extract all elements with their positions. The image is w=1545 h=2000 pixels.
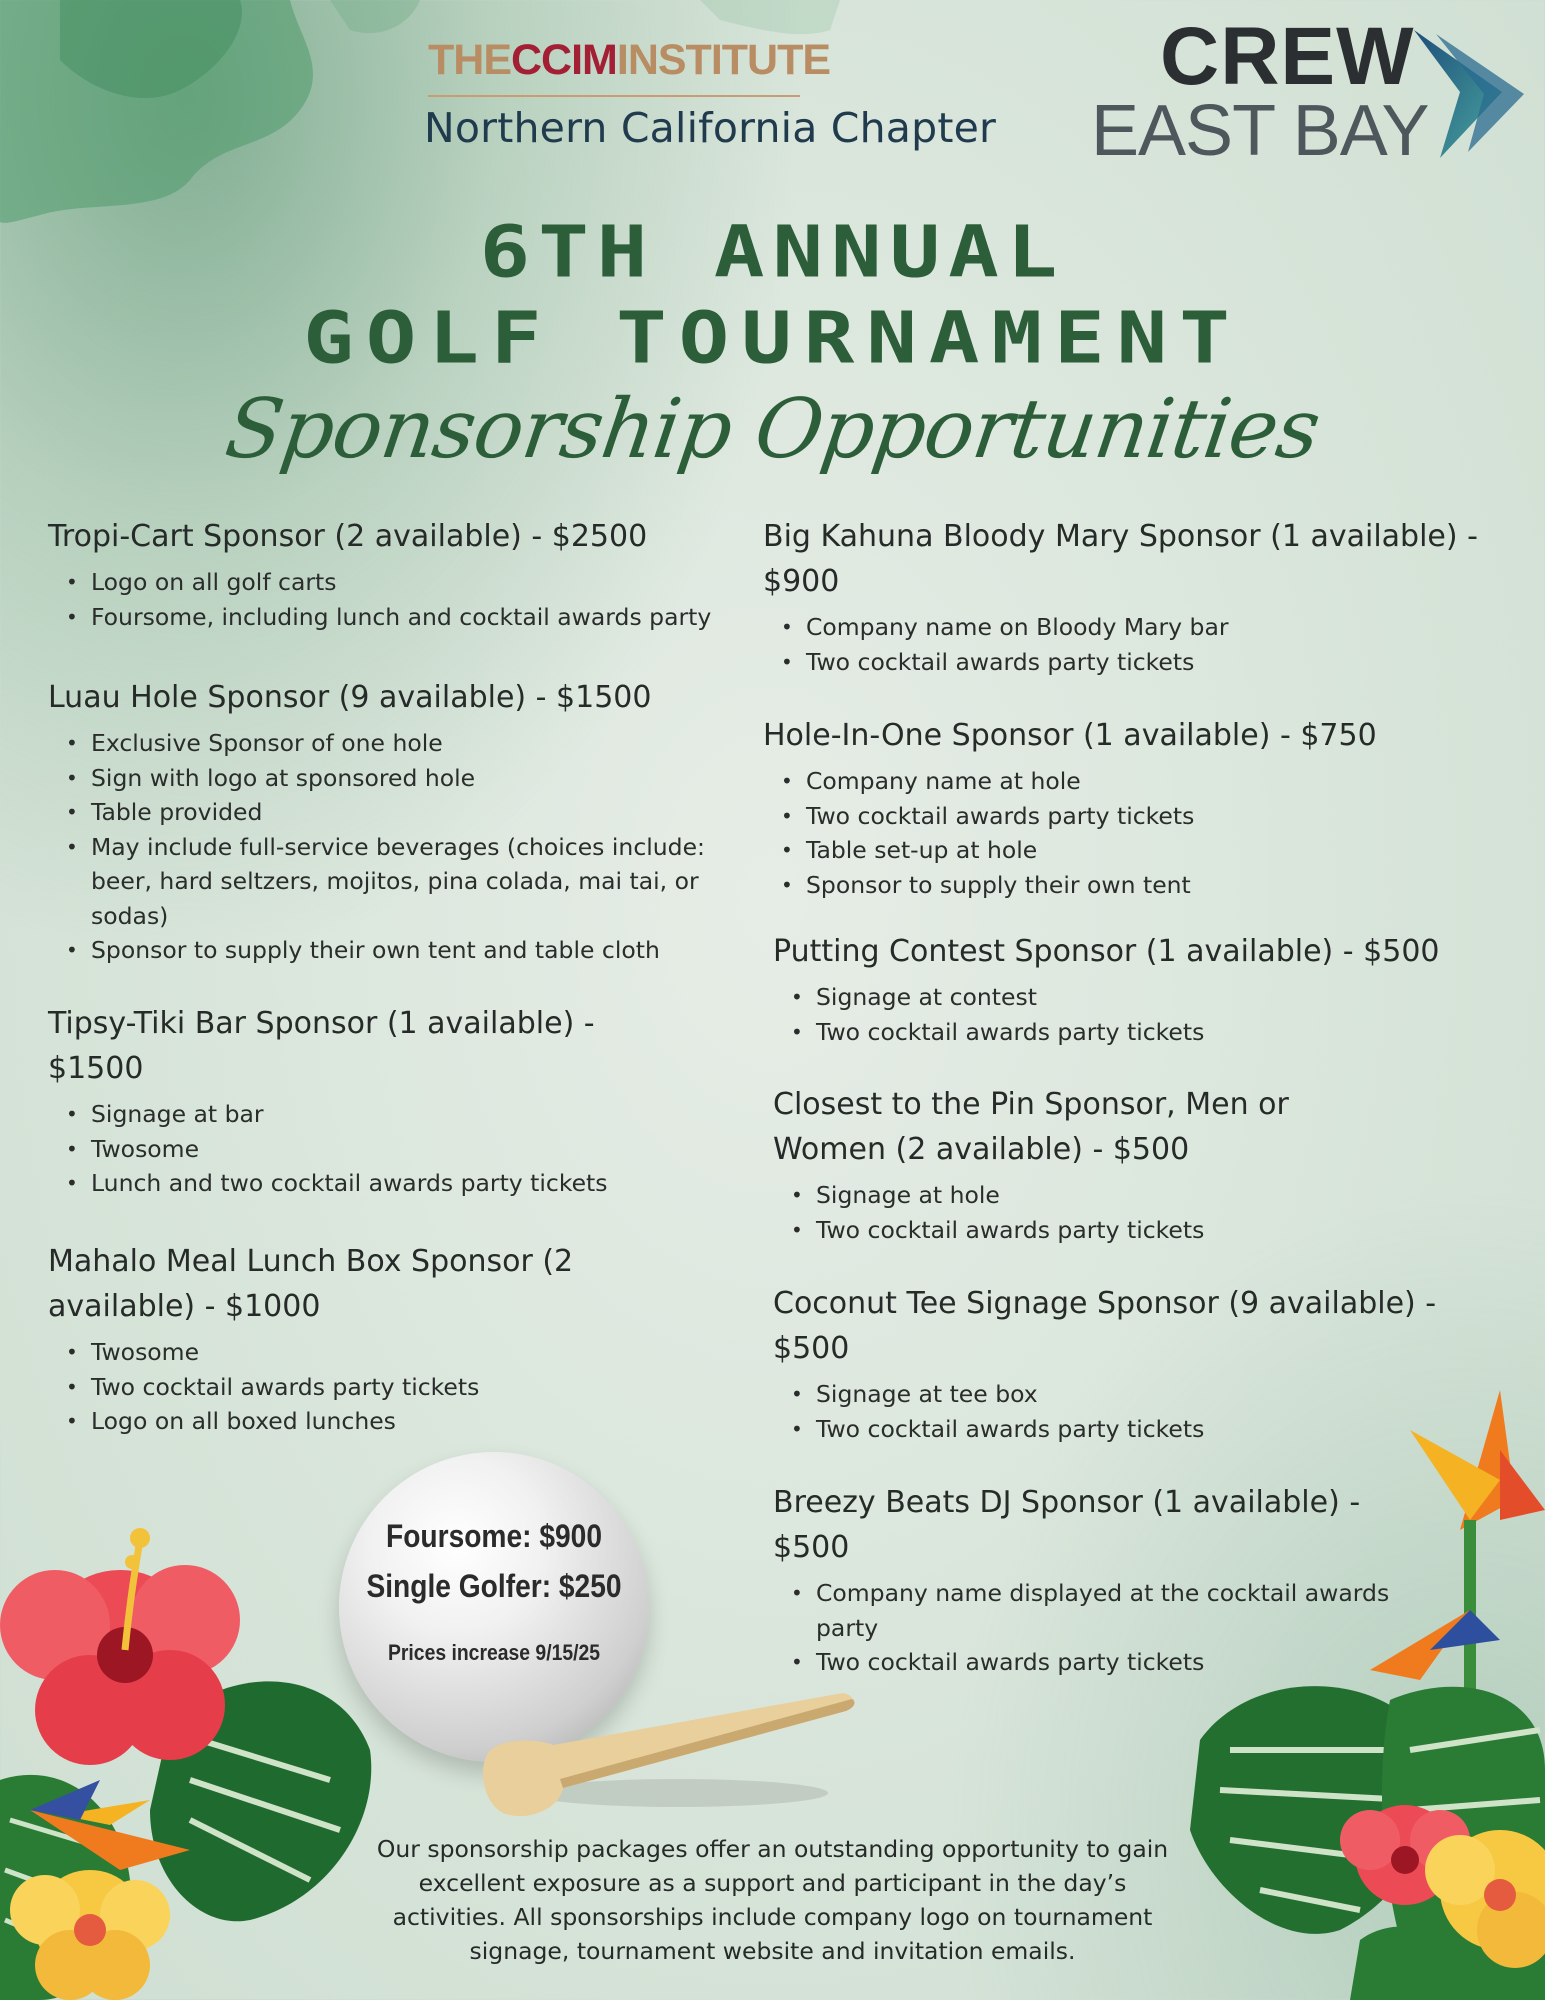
list-item: • Two cocktail awards party tickets — [816, 1412, 1473, 1447]
list-item: • Two cocktail awards party tickets — [91, 1370, 658, 1405]
sponsor-bullets — [773, 980, 1513, 1049]
sponsor-mahalo-meal — [48, 1239, 658, 1439]
sponsor-heading: Coconut Tee Signage Sponsor (9 available) - $500 — [773, 1286, 1437, 1366]
sponsor-heading: Tropi-Cart Sponsor (2 available) - $2500 — [48, 519, 648, 554]
list-item: • Table provided — [91, 795, 728, 830]
sponsor-heading: Putting Contest Sponsor (1 available) - $500 — [773, 934, 1440, 969]
list-item: • Twosome — [91, 1132, 658, 1167]
list-item: • Signage at bar — [91, 1097, 658, 1132]
list-item: • Two cocktail awards party tickets — [806, 645, 1503, 680]
list-item: • Twosome — [91, 1335, 658, 1370]
list-item: • Two cocktail awards party tickets — [816, 1645, 1413, 1680]
tropical-flowers-right-decoration — [1170, 1370, 1545, 2000]
list-item: • Logo on all golf carts — [91, 565, 748, 600]
list-item: • Sponsor to supply their own tent — [806, 868, 1503, 903]
sponsor-heading: Mahalo Meal Lunch Box Sponsor (2 available) - $1000 — [48, 1244, 574, 1324]
sponsor-hole-in-one — [763, 713, 1503, 902]
crew-chevron-logo-icon — [1410, 24, 1528, 164]
price-increase-note: Prices increase 9/15/25 — [387, 1640, 601, 1665]
sponsor-bullets — [763, 764, 1503, 902]
list-item: • Signage at tee box — [816, 1377, 1473, 1412]
sponsor-bullets — [48, 726, 728, 968]
sponsor-tropi-cart — [48, 514, 748, 634]
sponsor-heading: Tipsy-Tiki Bar Sponsor (1 available) - $1500 — [48, 1006, 595, 1086]
list-item: • Foursome, including lunch and cocktail awards party — [91, 600, 748, 635]
list-item: • May include full-service beverages (choices include: beer, hard seltzers, mojitos, pina colada, mai tai, or sodas) — [91, 830, 728, 934]
sponsor-heading: Big Kahuna Bloody Mary Sponsor (1 available) - $900 — [763, 519, 1478, 599]
list-item: • Company name at hole — [806, 764, 1503, 799]
list-item: • Table set-up at hole — [806, 833, 1503, 868]
foursome-price: Foursome: $900 — [386, 1518, 602, 1554]
list-item: • Sponsor to supply their own tent and table cloth — [91, 933, 728, 968]
list-item: • Lunch and two cocktail awards party tickets — [91, 1166, 658, 1201]
sponsor-tipsy-tiki — [48, 1001, 658, 1201]
sponsor-bullets — [763, 610, 1503, 679]
sponsor-heading: Luau Hole Sponsor (9 available) - $1500 — [48, 680, 652, 715]
list-item: • Signage at hole — [816, 1178, 1363, 1213]
ccim-chapter-name: Northern California Chapter — [424, 104, 997, 152]
footer-description: Our sponsorship packages offer an outstanding opportunity to gain excellent exposure as a support and participant in the day’s activities. All sponsorships include company logo on tournament signage, tournament website and invitation emails. — [376, 1835, 1169, 1965]
sponsor-heading: Hole-In-One Sponsor (1 available) - $750 — [763, 718, 1377, 753]
tropical-flowers-left-decoration — [0, 1480, 380, 2000]
sponsor-bullets — [48, 1335, 658, 1439]
crew-logo-top: CREW — [1160, 11, 1415, 102]
ccim-institute: INSTITUTE — [616, 36, 831, 84]
crew-logo-bottom: EAST BAY — [1091, 91, 1429, 171]
ccim-the: THE — [428, 36, 511, 84]
title-line-1: 6TH ANNUAL — [479, 210, 1066, 294]
sponsor-heading: Breezy Beats DJ Sponsor (1 available) - $500 — [773, 1485, 1361, 1565]
ccim-mid: CCIM — [511, 36, 617, 84]
list-item: • Company name displayed at the cocktail awards party — [816, 1576, 1413, 1645]
bird-of-paradise-icon — [1370, 1610, 1500, 1680]
golf-tee-icon — [468, 1683, 858, 1833]
sponsor-luau-hole — [48, 675, 728, 968]
sponsor-putting-contest — [773, 929, 1513, 1049]
list-item: • Two cocktail awards party tickets — [816, 1015, 1513, 1050]
list-item: • Two cocktail awards party tickets — [816, 1213, 1363, 1248]
sponsor-closest-to-pin — [773, 1082, 1363, 1247]
single-golfer-price: Single Golfer: $250 — [366, 1568, 622, 1604]
sponsor-heading: Closest to the Pin Sponsor, Men or Women (2 available) - $500 — [773, 1087, 1289, 1167]
sponsor-bullets — [48, 1097, 658, 1201]
sponsor-big-kahuna — [763, 514, 1503, 679]
sponsor-bullets — [773, 1178, 1363, 1247]
hibiscus-flower-icon — [0, 1528, 240, 1765]
sponsor-bullets — [48, 565, 748, 634]
ccim-divider — [428, 95, 800, 97]
ccim-institute-logo — [428, 36, 830, 85]
list-item: • Exclusive Sponsor of one hole — [91, 726, 728, 761]
list-item: • Two cocktail awards party tickets — [806, 799, 1503, 834]
list-item: • Signage at contest — [816, 980, 1513, 1015]
script-subtitle: Sponsorship Opportunities — [220, 382, 1325, 477]
list-item: • Logo on all boxed lunches — [91, 1404, 658, 1439]
list-item: • Sign with logo at sponsored hole — [91, 761, 728, 796]
title-line-2: GOLF TOURNAMENT — [303, 296, 1242, 380]
list-item: • Company name on Bloody Mary bar — [806, 610, 1503, 645]
